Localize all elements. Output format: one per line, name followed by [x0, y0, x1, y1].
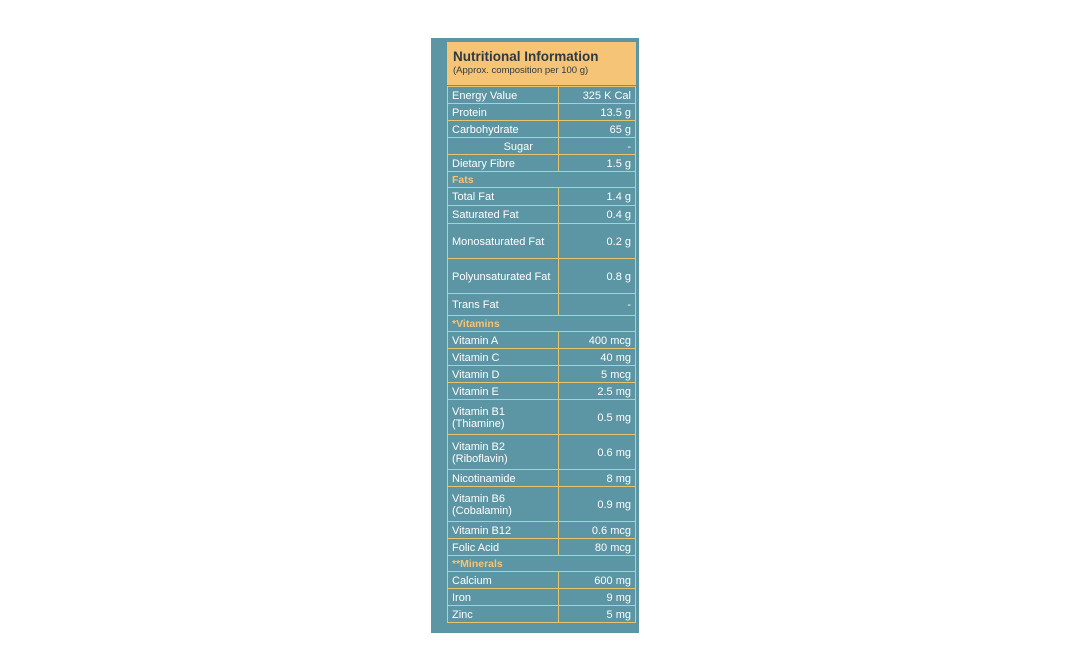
- table-row: [448, 259, 636, 294]
- nutrient-label: Polyunsaturated Fat: [448, 259, 559, 294]
- nutrient-label: Vitamin A: [448, 332, 559, 349]
- nutrient-label: Zinc: [448, 606, 559, 623]
- nutrient-label: Protein: [448, 104, 559, 121]
- nutrition-panel: [431, 38, 639, 633]
- nutrient-value: 8 mg: [558, 470, 635, 487]
- table-row: [448, 572, 636, 589]
- table-row: [448, 487, 636, 522]
- nutrient-label: Vitamin B12: [448, 522, 559, 539]
- table-row: [448, 522, 636, 539]
- nutrient-label: Vitamin B2 (Riboflavin): [448, 435, 559, 470]
- nutrient-value: 325 K Cal: [558, 87, 635, 104]
- section-row: [448, 172, 636, 188]
- nutrient-value: 0.4 g: [558, 206, 635, 224]
- nutrient-label: Monosaturated Fat: [448, 224, 559, 259]
- nutrient-value: 0.9 mg: [558, 487, 635, 522]
- nutrition-header: [447, 42, 636, 85]
- nutrient-value: 400 mcg: [558, 332, 635, 349]
- nutrient-value: 600 mg: [558, 572, 635, 589]
- table-row: [448, 539, 636, 556]
- nutrient-label: Carbohydrate: [448, 121, 559, 138]
- section-row: [448, 556, 636, 572]
- table-row: [448, 400, 636, 435]
- nutrient-value: 0.2 g: [558, 224, 635, 259]
- nutrient-value: 0.6 mg: [558, 435, 635, 470]
- table-row: [448, 104, 636, 121]
- nutrient-value: -: [558, 294, 635, 316]
- nutrient-value: 0.6 mcg: [558, 522, 635, 539]
- table-row: [448, 470, 636, 487]
- nutrient-label: Vitamin B6 (Cobalamin): [448, 487, 559, 522]
- nutrient-value: 0.5 mg: [558, 400, 635, 435]
- table-row: [448, 383, 636, 400]
- section-heading-fats: Fats: [448, 172, 636, 188]
- nutrient-label: Dietary Fibre: [448, 155, 559, 172]
- table-row: [448, 589, 636, 606]
- nutrient-value: 9 mg: [558, 589, 635, 606]
- nutrient-value: 65 g: [558, 121, 635, 138]
- nutrient-label: Sugar: [448, 138, 559, 155]
- table-row: [448, 294, 636, 316]
- section-heading-vitamins: *Vitamins: [448, 316, 636, 332]
- nutrient-label: Saturated Fat: [448, 206, 559, 224]
- nutrient-label: Trans Fat: [448, 294, 559, 316]
- nutrient-value: -: [558, 138, 635, 155]
- nutrient-label: Iron: [448, 589, 559, 606]
- nutrient-value: 13.5 g: [558, 104, 635, 121]
- section-heading-minerals: **Minerals: [448, 556, 636, 572]
- table-row: [448, 206, 636, 224]
- table-row: [448, 155, 636, 172]
- table-row: [448, 188, 636, 206]
- nutrient-value: 5 mg: [558, 606, 635, 623]
- table-row: [448, 435, 636, 470]
- nutrient-value: 40 mg: [558, 349, 635, 366]
- nutrient-label: Folic Acid: [448, 539, 559, 556]
- table-row: [448, 332, 636, 349]
- section-row: [448, 316, 636, 332]
- nutrient-value: 1.4 g: [558, 188, 635, 206]
- nutrient-label: Vitamin B1 (Thiamine): [448, 400, 559, 435]
- nutrient-value: 2.5 mg: [558, 383, 635, 400]
- nutrient-label: Vitamin C: [448, 349, 559, 366]
- table-row: [448, 121, 636, 138]
- nutrition-subtitle: (Approx. composition per 100 g): [453, 65, 589, 76]
- nutrient-label: Vitamin E: [448, 383, 559, 400]
- nutrient-label: Total Fat: [448, 188, 559, 206]
- nutrient-table: [447, 86, 636, 623]
- table-row: [448, 349, 636, 366]
- nutrient-label: Calcium: [448, 572, 559, 589]
- table-row: [448, 138, 636, 155]
- nutrient-label: Vitamin D: [448, 366, 559, 383]
- table-row: [448, 366, 636, 383]
- nutrition-title: Nutritional Information: [453, 49, 599, 64]
- table-row: [448, 87, 636, 104]
- nutrient-label: Nicotinamide: [448, 470, 559, 487]
- nutrient-value: 80 mcg: [558, 539, 635, 556]
- nutrient-value: 1.5 g: [558, 155, 635, 172]
- table-row: [448, 606, 636, 623]
- nutrient-value: 0.8 g: [558, 259, 635, 294]
- nutrient-value: 5 mcg: [558, 366, 635, 383]
- table-row: [448, 224, 636, 259]
- nutrient-label: Energy Value: [448, 87, 559, 104]
